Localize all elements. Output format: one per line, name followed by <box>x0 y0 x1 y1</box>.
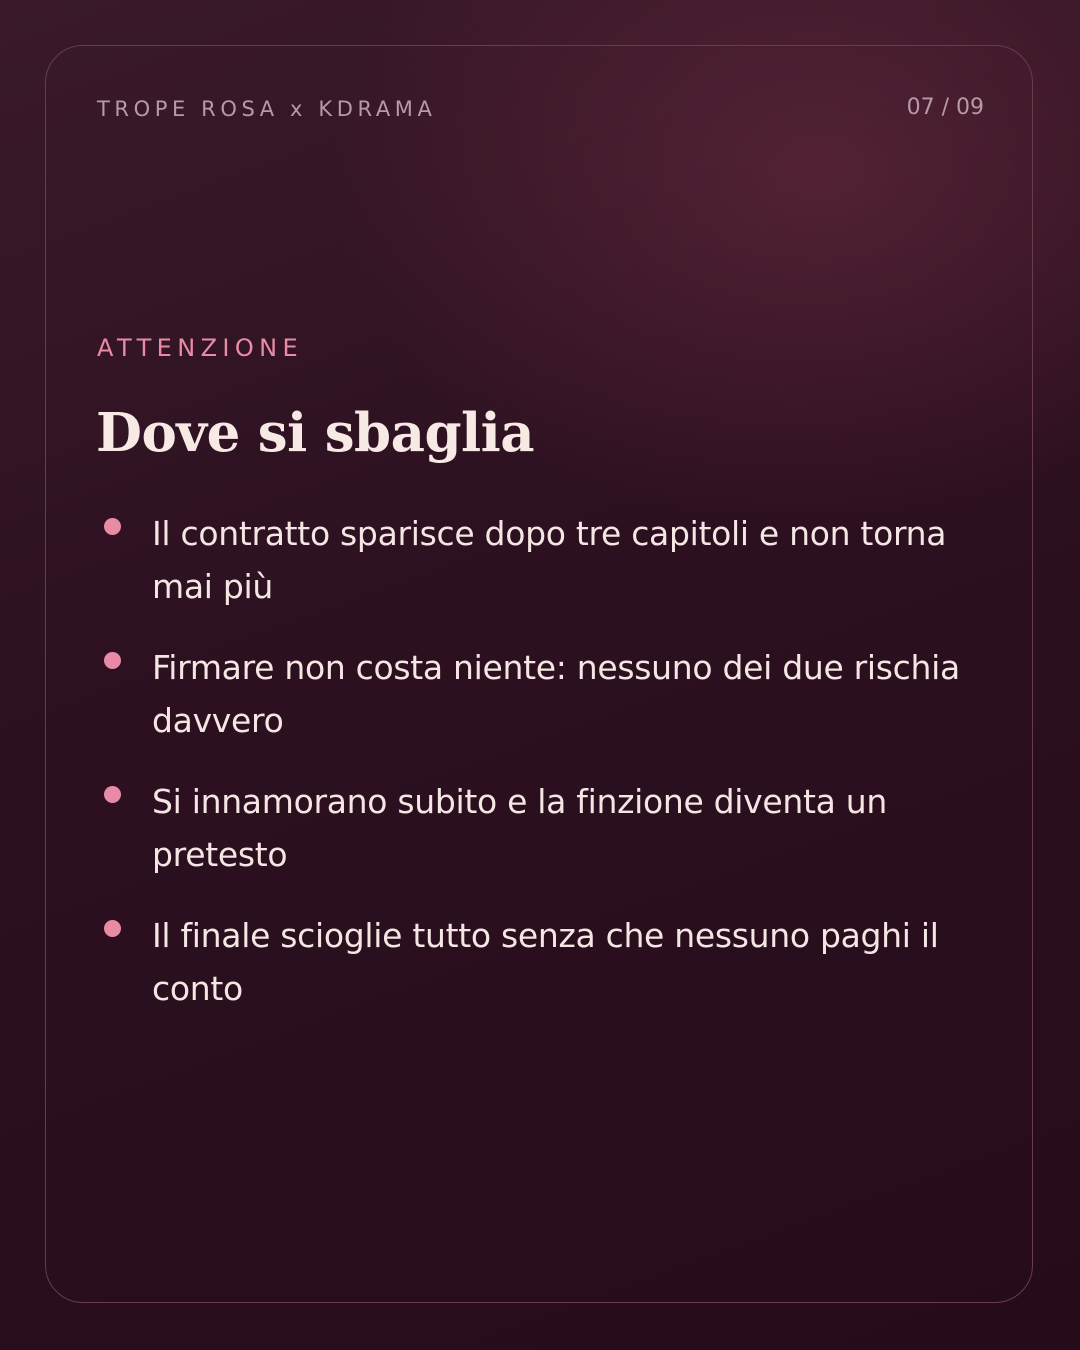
slide-title: Dove si sbaglia <box>96 402 535 464</box>
bullet-dot-icon <box>104 920 121 937</box>
bullet-dot-icon <box>104 786 121 803</box>
bullet-text: Il contratto sparisce dopo tre capitoli e non torna mai più <box>152 514 947 606</box>
section-eyebrow: ATTENZIONE <box>97 334 304 362</box>
bullet-item <box>104 641 984 747</box>
bullet-text: Il finale scioglie tutto senza che nessuno paghi il conto <box>152 916 939 1008</box>
bullet-text: Firmare non costa niente: nessuno dei due rischia davvero <box>152 648 960 740</box>
page-counter: 07 / 09 <box>906 95 984 120</box>
bullet-list <box>104 507 984 1043</box>
bullet-item <box>104 775 984 881</box>
bullet-item <box>104 909 984 1015</box>
bullet-dot-icon <box>104 518 121 535</box>
series-label: TROPE ROSA x KDRAMA <box>97 97 437 121</box>
bullet-item <box>104 507 984 613</box>
bullet-dot-icon <box>104 652 121 669</box>
bullet-text: Si innamorano subito e la finzione diventa un pretesto <box>152 782 887 874</box>
